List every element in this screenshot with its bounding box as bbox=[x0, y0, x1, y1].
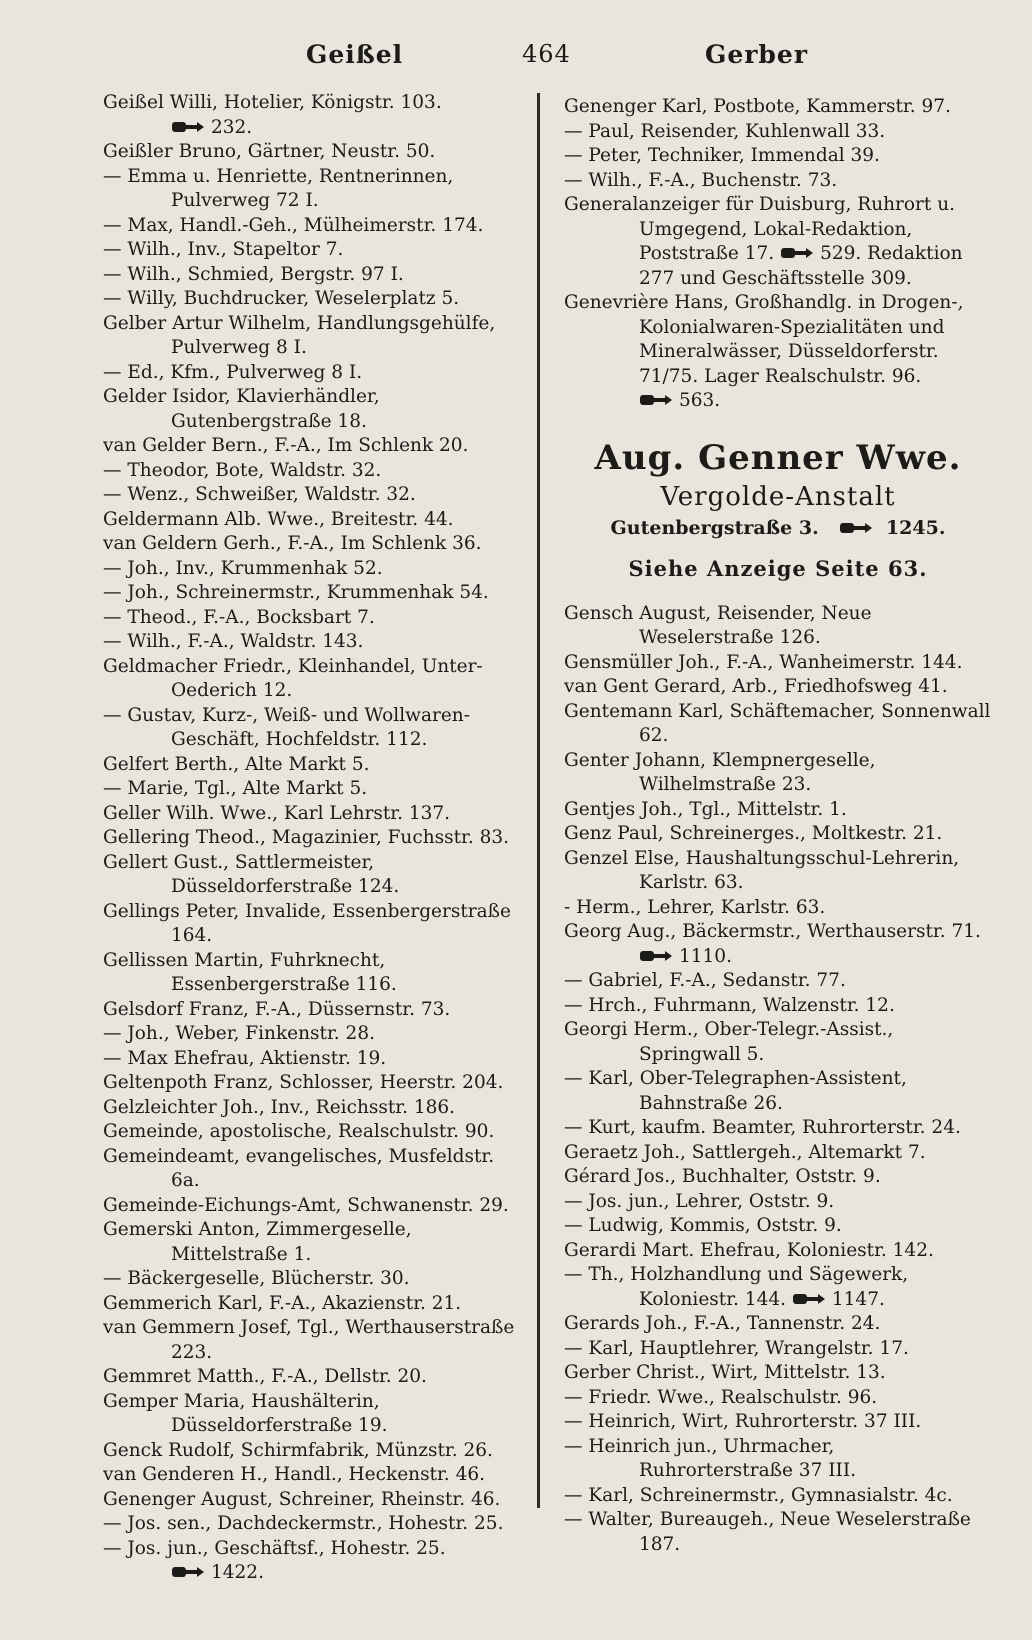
entry-text: Genter Johann, Klempnergeselle, Wilhelmstraße 23. bbox=[564, 749, 876, 795]
entry-text: — Jos. jun., Geschäftsf., Hohestr. 25. bbox=[103, 1537, 446, 1559]
directory-entry bbox=[564, 749, 992, 798]
directory-entry bbox=[564, 1386, 992, 1411]
entry-text: — Max Ehefrau, Aktienstr. 19. bbox=[103, 1047, 387, 1069]
entry-text: Gellings Peter, Invalide, Essenbergerstraße 164. bbox=[103, 900, 511, 946]
directory-entry bbox=[103, 1267, 521, 1292]
telephone-line bbox=[103, 116, 521, 141]
directory-entry bbox=[103, 1439, 521, 1464]
directory-entry bbox=[564, 1239, 992, 1264]
entry-text: — Ludwig, Kommis, Oststr. 9. bbox=[564, 1215, 842, 1236]
entry-text: Geltenpoth Franz, Schlosser, Heerstr. 204. bbox=[103, 1072, 504, 1093]
directory-entry bbox=[564, 1410, 992, 1435]
directory-entry bbox=[103, 1316, 521, 1365]
entry-text: Gerards Joh., F.-A., Tannenstr. 24. bbox=[564, 1313, 881, 1334]
directory-entry bbox=[564, 1116, 992, 1141]
directory-entry bbox=[103, 140, 521, 165]
ad-address: Gutenbergstraße 3. bbox=[610, 516, 819, 539]
entry-text: — Wilh., Inv., Stapeltor 7. bbox=[103, 239, 344, 260]
entry-text: — Theod., F.-A., Bocksbart 7. bbox=[103, 606, 375, 628]
directory-entry bbox=[564, 1141, 992, 1166]
directory-entry bbox=[103, 1537, 521, 1562]
directory-entry bbox=[103, 900, 521, 949]
directory-entry bbox=[564, 651, 992, 676]
entry-text: — Wenz., Schweißer, Waldstr. 32. bbox=[103, 484, 416, 505]
entry-text: Gentemann Karl, Schäftemacher, Sonnenwall 62. bbox=[564, 700, 991, 746]
directory-entry bbox=[564, 1018, 992, 1067]
directory-entry bbox=[564, 1263, 992, 1312]
entry-text: Gerardi Mart. Ehefrau, Koloniestr. 142. bbox=[564, 1239, 934, 1261]
directory-entry bbox=[103, 459, 521, 484]
telephone-line bbox=[564, 945, 992, 970]
entry-text: Geldmacher Friedr., Kleinhandel, Unter-Oederich 12. bbox=[103, 655, 483, 701]
directory-entry bbox=[103, 238, 521, 263]
entry-text: — Gustav, Kurz-, Weiß- und Wollwaren-Geschäft, Hochfeldstr. 112. bbox=[103, 704, 470, 750]
directory-entry bbox=[103, 1096, 521, 1121]
entry-text: — Jos. sen., Dachdeckermstr., Hohestr. 25. bbox=[103, 1513, 504, 1534]
entry-text: — Wilh., F.-A., Waldstr. 143. bbox=[103, 631, 364, 652]
directory-entry bbox=[103, 434, 521, 459]
entry-text: Gellissen Martin, Fuhrknecht, Essenbergerstraße 116. bbox=[103, 949, 397, 995]
directory-entry bbox=[564, 1361, 992, 1386]
directory-entry bbox=[103, 287, 521, 312]
telephone-number: 1110. bbox=[679, 945, 732, 967]
directory-entry bbox=[103, 581, 521, 606]
directory-entry bbox=[564, 1214, 992, 1239]
entry-text: Geller Wilh. Wwe., Karl Lehrstr. 137. bbox=[103, 802, 451, 824]
directory-entry bbox=[103, 361, 521, 386]
directory-entry bbox=[564, 920, 992, 945]
entry-text: Gemerski Anton, Zimmergeselle, Mittelstraße 1. bbox=[103, 1219, 412, 1265]
directory-entry bbox=[564, 798, 992, 823]
entry-text: — Theodor, Bote, Waldstr. 32. bbox=[103, 459, 382, 481]
directory-entry bbox=[103, 91, 521, 116]
entry-text: Gemeindeamt, evangelisches, Musfeldstr. 6a. bbox=[103, 1145, 495, 1191]
directory-entry bbox=[564, 1165, 992, 1190]
directory-entry bbox=[103, 532, 521, 557]
directory-entry bbox=[103, 1390, 521, 1439]
entry-text: Genenger August, Schreiner, Rheinstr. 46. bbox=[103, 1488, 501, 1510]
entry-text: Geldermann Alb. Wwe., Breitestr. 44. bbox=[103, 508, 454, 530]
entry-text: — Max, Handl.-Geh., Mülheimerstr. 174. bbox=[103, 214, 484, 236]
entry-text: — Walter, Bureaugeh., Neue Weselerstraße 187. bbox=[564, 1509, 971, 1555]
directory-entry bbox=[564, 291, 992, 414]
right-column-bottom-entries bbox=[564, 602, 992, 1558]
telephone-icon bbox=[792, 1292, 826, 1306]
entry-text: Gemeinde-Eichungs-Amt, Schwanenstr. 29. bbox=[103, 1194, 509, 1216]
directory-entry bbox=[103, 1071, 521, 1096]
directory-entry bbox=[564, 1508, 992, 1557]
column-divider bbox=[537, 93, 540, 1508]
directory-entry bbox=[564, 169, 992, 194]
entry-text: Gemmerich Karl, F.-A., Akazienstr. 21. bbox=[103, 1292, 462, 1314]
telephone-number: 1422. bbox=[211, 1562, 264, 1583]
entry-text: Gensmüller Joh., F.-A., Wanheimerstr. 144. bbox=[564, 651, 963, 673]
entry-text: Georgi Herm., Ober-Telegr.-Assist., Springwall 5. bbox=[564, 1019, 894, 1065]
directory-entry bbox=[564, 994, 992, 1019]
directory-entry bbox=[103, 557, 521, 582]
ad-reference: Siehe Anzeige Seite 63. bbox=[628, 555, 928, 581]
entry-text: — Wilh., Schmied, Bergstr. 97 I. bbox=[103, 263, 404, 285]
directory-entry bbox=[564, 847, 992, 896]
telephone-icon bbox=[780, 246, 814, 260]
directory-entry bbox=[564, 95, 992, 120]
directory-entry bbox=[103, 385, 521, 434]
entry-text: Gérard Jos., Buchhalter, Oststr. 9. bbox=[564, 1166, 881, 1187]
telephone-number: 232. bbox=[211, 116, 253, 138]
entry-telephone bbox=[639, 389, 720, 414]
entry-text: — Heinrich jun., Uhrmacher, Ruhrorterstraße 37 III. bbox=[564, 1435, 857, 1481]
entry-text: — Friedr. Wwe., Realschulstr. 96. bbox=[564, 1386, 878, 1408]
entry-text: Geißler Bruno, Gärtner, Neustr. 50. bbox=[103, 141, 436, 162]
directory-entry bbox=[564, 193, 992, 291]
entry-text: — Karl, Ober-Telegraphen-Assistent, Bahnstraße 26. bbox=[564, 1068, 907, 1114]
directory-entry bbox=[103, 630, 521, 655]
right-column-top-entries bbox=[564, 95, 992, 414]
directory-entry bbox=[564, 675, 992, 700]
left-column bbox=[103, 91, 521, 1586]
header-left-keyword: Geißel bbox=[306, 40, 404, 69]
entry-text: van Genderen H., Handl., Heckenstr. 46. bbox=[103, 1464, 485, 1485]
directory-entry bbox=[564, 1190, 992, 1215]
entry-text: — Hrch., Fuhrmann, Walzenstr. 12. bbox=[564, 994, 895, 1016]
entry-text: Geißel Willi, Hotelier, Königstr. 103. bbox=[103, 92, 442, 113]
entry-text: Gentjes Joh., Tgl., Mittelstr. 1. bbox=[564, 798, 847, 820]
directory-entry bbox=[103, 1194, 521, 1219]
entry-text: — Jos. jun., Lehrer, Oststr. 9. bbox=[564, 1190, 835, 1212]
entry-text: Gemeinde, apostolische, Realschulstr. 90. bbox=[103, 1121, 495, 1142]
entry-text: — Kurt, kaufm. Beamter, Ruhrorterstr. 24. bbox=[564, 1117, 961, 1138]
directory-entry bbox=[103, 1218, 521, 1267]
advertisement bbox=[564, 436, 992, 586]
telephone-number: 563. bbox=[679, 390, 721, 411]
telephone-icon bbox=[839, 521, 873, 535]
entry-text: — Joh., Schreinermstr., Krummenhak 54. bbox=[103, 582, 489, 603]
directory-entry bbox=[103, 998, 521, 1023]
entry-text: — Peter, Techniker, Immendal 39. bbox=[564, 145, 880, 166]
entry-text: — Bäckergeselle, Blücherstr. 30. bbox=[103, 1268, 410, 1289]
directory-entry bbox=[103, 802, 521, 827]
entry-text: van Gemmern Josef, Tgl., Werthauserstraße 223. bbox=[103, 1317, 515, 1363]
telephone-icon bbox=[639, 949, 673, 963]
entry-text: Gensch August, Reisender, Neue Weselerstraße 126. bbox=[564, 602, 872, 648]
directory-entry bbox=[103, 1120, 521, 1145]
entry-text: — Wilh., F.-A., Buchenstr. 73. bbox=[564, 169, 838, 191]
telephone-icon bbox=[171, 1565, 205, 1579]
directory-entry bbox=[103, 826, 521, 851]
entry-telephone bbox=[639, 945, 732, 970]
directory-entry bbox=[103, 753, 521, 778]
directory-entry bbox=[103, 655, 521, 704]
directory-entry bbox=[103, 165, 521, 214]
directory-entry bbox=[103, 312, 521, 361]
entry-text: Genenger Karl, Postbote, Kammerstr. 97. bbox=[564, 96, 951, 117]
directory-entry bbox=[103, 263, 521, 288]
entry-text: Generalanzeiger für Duisburg, Ruhrort u. Umgegend, Lokal-Redaktion, Poststraße 17. bbox=[564, 194, 955, 264]
entry-text: van Geldern Gerh., F.-A., Im Schlenk 36. bbox=[103, 533, 482, 554]
entry-text: Genevrière Hans, Großhandlg. in Drogen-, Kolonialwaren-Spezialitäten und Mineralwässer, Düsseldorferstr. 71/75. Lager Realschulstr. 96. bbox=[564, 292, 964, 387]
entry-telephone bbox=[792, 1288, 885, 1313]
entry-text: — Gabriel, F.-A., Sedanstr. 77. bbox=[564, 970, 846, 991]
entry-text: Gemmret Matth., F.-A., Dellstr. 20. bbox=[103, 1366, 427, 1387]
entry-text: — Th., Holzhandlung und Sägewerk, Koloniestr. 144. bbox=[564, 1264, 909, 1310]
ad-subtitle: Vergolde-Anstalt bbox=[660, 481, 896, 512]
header-right-keyword: Gerber bbox=[705, 40, 808, 69]
directory-entry bbox=[103, 214, 521, 239]
entry-text: — Ed., Kfm., Pulverweg 8 I. bbox=[103, 361, 363, 383]
entry-text: Gemper Maria, Haushälterin, Düsseldorferstraße 19. bbox=[103, 1390, 388, 1436]
directory-entry bbox=[103, 1488, 521, 1513]
entry-text-continued: Redaktion 277 und Geschäftsstelle 309. bbox=[639, 243, 963, 289]
entry-telephone bbox=[171, 116, 252, 141]
entry-text: Genz Paul, Schreinerges., Moltkestr. 21. bbox=[564, 823, 943, 844]
entry-text: — Karl, Schreinermstr., Gymnasialstr. 4c. bbox=[564, 1484, 953, 1506]
directory-entry bbox=[564, 1067, 992, 1116]
directory-entry bbox=[103, 704, 521, 753]
directory-entry bbox=[103, 1463, 521, 1488]
telephone-line bbox=[103, 1561, 521, 1586]
entry-text: — Joh., Inv., Krummenhak 52. bbox=[103, 557, 383, 579]
entry-text: Gelfert Berth., Alte Markt 5. bbox=[103, 753, 370, 775]
directory-entry bbox=[103, 606, 521, 631]
entry-text: Geraetz Joh., Sattlergeh., Altemarkt 7. bbox=[564, 1141, 926, 1163]
entry-text: Genck Rudolf, Schirmfabrik, Münzstr. 26. bbox=[103, 1439, 493, 1461]
entry-text: Gellert Gust., Sattlermeister, Düsseldorferstraße 124. bbox=[103, 851, 400, 897]
entry-text: - Herm., Lehrer, Karlstr. 63. bbox=[564, 896, 826, 918]
telephone-icon bbox=[171, 120, 205, 134]
entry-text: Georg Aug., Bäckermstr., Werthauserstr. 71. bbox=[564, 921, 981, 942]
telephone-number: 1147. bbox=[831, 1288, 885, 1310]
ad-telephone-number: 1245. bbox=[885, 516, 946, 539]
directory-entry bbox=[103, 1047, 521, 1072]
entry-text: — Karl, Hauptlehrer, Wrangelstr. 17. bbox=[564, 1337, 909, 1359]
ad-company-name: Aug. Genner Wwe. bbox=[594, 437, 962, 478]
directory-entry bbox=[103, 851, 521, 900]
directory-entry bbox=[564, 896, 992, 921]
entry-text: Gelsdorf Franz, F.-A., Düssernstr. 73. bbox=[103, 998, 451, 1020]
page-number: 464 bbox=[522, 40, 571, 68]
directory-entry bbox=[103, 777, 521, 802]
entry-text: — Marie, Tgl., Alte Markt 5. bbox=[103, 778, 368, 799]
right-column bbox=[564, 95, 992, 1557]
directory-entry bbox=[564, 602, 992, 651]
directory-entry bbox=[103, 508, 521, 533]
directory-entry bbox=[103, 1145, 521, 1194]
directory-entry bbox=[564, 1435, 992, 1484]
directory-entry bbox=[103, 483, 521, 508]
directory-entry bbox=[564, 1484, 992, 1509]
directory-entry bbox=[564, 969, 992, 994]
directory-entry bbox=[103, 1022, 521, 1047]
entry-text: van Gelder Bern., F.-A., Im Schlenk 20. bbox=[103, 435, 469, 456]
entry-text: — Paul, Reisender, Kuhlenwall 33. bbox=[564, 120, 886, 142]
directory-entry bbox=[103, 949, 521, 998]
directory-entry bbox=[564, 120, 992, 145]
telephone-icon bbox=[639, 393, 673, 407]
directory-entry bbox=[103, 1292, 521, 1317]
directory-entry bbox=[564, 822, 992, 847]
entry-telephone bbox=[780, 242, 861, 267]
telephone-number: 529. bbox=[820, 243, 862, 264]
entry-text: Genzel Else, Haushaltungsschul-Lehrerin, Karlstr. 63. bbox=[564, 847, 960, 893]
entry-text: Gelber Artur Wilhelm, Handlungsgehülfe, Pulverweg 8 I. bbox=[103, 312, 496, 358]
entry-text: — Joh., Weber, Finkenstr. 28. bbox=[103, 1023, 375, 1044]
ad-address-line bbox=[564, 514, 992, 542]
directory-entry bbox=[564, 700, 992, 749]
entry-text: Gerber Christ., Wirt, Mittelstr. 13. bbox=[564, 1362, 886, 1383]
entry-text: — Heinrich, Wirt, Ruhrorterstr. 37 III. bbox=[564, 1411, 922, 1432]
directory-entry bbox=[564, 144, 992, 169]
directory-entry bbox=[103, 1512, 521, 1537]
entry-text: van Gent Gerard, Arb., Friedhofsweg 41. bbox=[564, 676, 948, 697]
entry-text: — Emma u. Henriette, Rentnerinnen, Pulverweg 72 I. bbox=[103, 165, 454, 211]
directory-entry bbox=[564, 1337, 992, 1362]
entry-text: Gellering Theod., Magazinier, Fuchsstr. 83. bbox=[103, 827, 510, 848]
directory-entry bbox=[564, 1312, 992, 1337]
entry-text: Gelzleichter Joh., Inv., Reichsstr. 186. bbox=[103, 1096, 456, 1118]
entry-telephone bbox=[171, 1561, 264, 1586]
entry-text: — Willy, Buchdrucker, Weselerplatz 5. bbox=[103, 288, 460, 309]
directory-entry bbox=[103, 1365, 521, 1390]
entry-text: Gelder Isidor, Klavierhändler, Gutenbergstraße 18. bbox=[103, 386, 380, 432]
